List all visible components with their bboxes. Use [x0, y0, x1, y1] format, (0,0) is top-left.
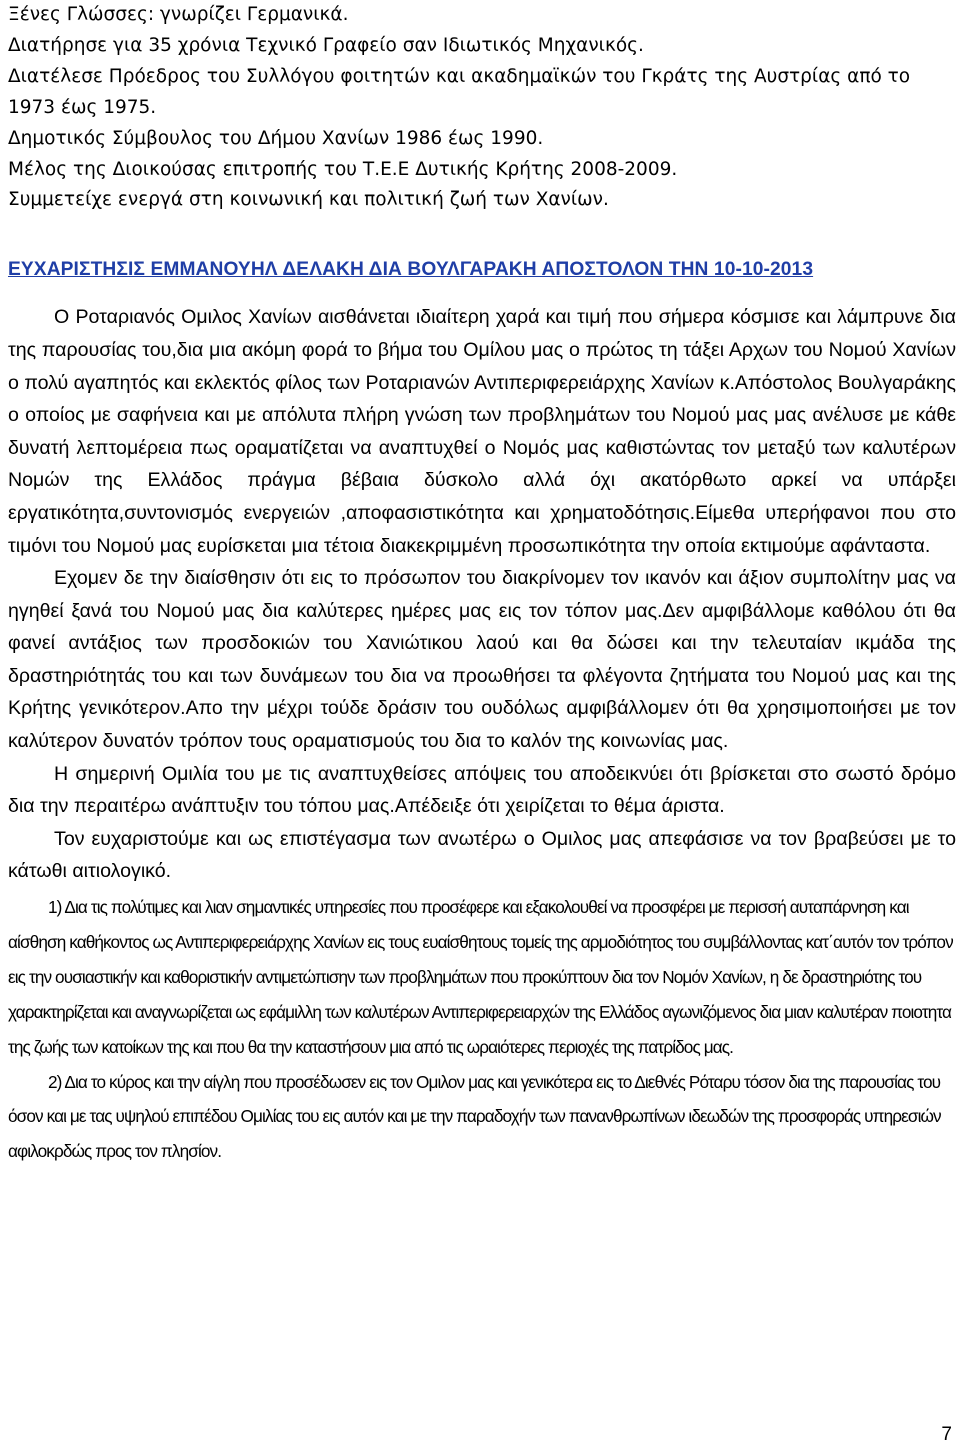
bio-line: Δημοτικός Σύμβουλος του Δήμου Χανίων 1986 έως 1990.: [8, 127, 544, 149]
bio-line: 1973 έως 1975.: [8, 96, 157, 118]
document-page: [8, 0, 956, 1169]
bio-line: Ξένες Γλώσσες: γνωρίζει Γερμανικά.: [8, 4, 349, 25]
section-heading: ΕΥΧΑΡΙΣΤΗΣΙΣ ΕΜΜΑΝΟΥΗΛ ΔΕΛΑΚΗ ΔΙΑ ΒΟΥΛΓΑΡΑΚΗ ΑΠΟΣΤΟΛΟΝ ΤΗΝ 10-10-2013: [8, 259, 814, 281]
award-reasons-list: [8, 890, 956, 1169]
paragraph: Η σημερινή Ομιλία του με τις αναπτυχθείσες απόψεις του αποδεικνύει ότι βρίσκεται στο σωστό δρόμο δια την περαιτέρω ανάπτυξιν του τόπου μας.Απέδειξε ότι χειρίζεται το θέμα άριστα.: [8, 762, 956, 818]
bio-line: Διατέλεσε Πρόεδρος του Συλλόγου φοιτητών και ακαδημαϊκών του Γκράτς της Αυστρίας από το: [8, 65, 911, 87]
paragraph: Εχομεν δε την διαίσθησιν ότι εις το πρόσωπον του διακρίνομεν τον ικανόν και άξιον συμπολίτην μας να ηγηθεί ξανά του Νομού μας δια καλύτερες ημέρες μας εις τον τόπον μας.Δεν αμφιβάλλομε καθόλου ότι θα φανεί αντάξιος των προσδοκιών του Χανιώτικου λαού και θα δώσει και την τελευταίαν ικμάδα της δραστηριότητάς του και των δυνάμεων του δια να προωθήσει τα φλέγοντα ζητήματα του Νομού μας και της Κρήτης γενικότερον.Απο την μέχρι τούδε δράσιν του ουδόλως αμφιβάλλομεν ότι θα χρησιμοποιήσει με τον καλύτερον δυνατόν τρόπον τους οραματισμούς του δια το καλόν της κοινωνίας μας.: [8, 567, 956, 753]
list-item-number: 1): [48, 897, 62, 918]
bio-line: Μέλος της Διοικούσας επιτροπής του Τ.Ε.Ε Δυτικής Κρήτης 2008-2009.: [8, 158, 678, 180]
list-item-text: Δια το κύρος και την αίγλη που προσέδωσεν εις τον Ομιλον μας και γενικότερα εις το Διεθνές Ρόταρυ τόσον δια της παρουσίας του όσον και με τας υψηλού επιπέδου Ομιλίας του εις αυτόν και με την παραδοχήν των πανανθρωπίνων ιδεωδών της προσφοράς υπηρεσιών αφιλοκρδώς προς τον πλησίον.: [8, 1071, 941, 1162]
bio-line: Συμμετείχε ενεργά στη κοινωνική και πολιτική ζωή των Χανίων.: [8, 189, 609, 211]
list-item: [8, 1065, 956, 1170]
biography-list: [8, 0, 956, 216]
page-number: 7: [941, 1424, 952, 1445]
bio-line: Διατήρησε για 35 χρόνια Τεχνικό Γραφείο σαν Ιδιωτικός Μηχανικός.: [8, 34, 644, 56]
body-text: [8, 301, 956, 888]
paragraph: Ο Ροταριανός Ομιλος Χανίων αισθάνεται ιδιαίτερη χαρά και τιμή που σήμερα κόσμισε και λάμπρυνε δια της παρουσίας του,δια μια ακόμη φορά το βήμα του Ομίλου μας ο πρώτος τη τάξει Αρχων του Νομού Χανίων ο πολύ αγαπητός και εκλεκτός φίλος των Ροταριανών Αντιπεριφερειάρχης Χανίων κ.Απόστολος Βουλγαράκης ο οποίος με σαφήνεια και με απόλυτα πλήρη γνώση των προβλημάτων του Νομού μας μας ανέλυσε με κάθε δυνατή λεπτομέρεια πως οραματίζεται να αναπτυχθεί ο Νομός μας καθιστώντας τον μεταξύ των καλυτέρων Νομών της Ελλάδος πράγμα βέβαια δύσκολο αλλά όχι ακατόρθωτο αρκεί να υπάρξει εργατικότητα,συντονισμός ενεργειών ,αποφασιστικότητα και χρηματοδότησις.Είμεθα υπερήφανοι που στο τιμόνι του Νομού μας ευρίσκεται μια τέτοια διακεκριμμένη προσωπικότητα την οποία εκτιμούμε αφάνταστα.: [8, 306, 956, 557]
list-item-number: 2): [48, 1071, 62, 1092]
list-item: [8, 890, 956, 1065]
paragraph: Τον ευχαριστούμε και ως επιστέγασμα των ανωτέρω ο Ομιλος μας απεφάσισε να τον βραβεύσει με το κάτωθι αιτιολογικό.: [8, 827, 956, 883]
list-item-text: Δια τις πολύτιμες και λιαν σημαντικές υπηρεσίες που προσέφερε και εξακολουθεί να προσφέρει με περισσή αυταπάρνηση και αίσθηση καθήκοντος ως Αντιπεριφερειάρχης Χανίων εις τους ευαίσθητους τομείς της αρμοδιότητος του συμβάλλοντας κατ΄αυτόν τον τρόπον εις την ουσιαστικήν και καθοριστικήν αντιμετώπισην των προβλημάτων που προκύπτουν δια τον Νομόν Χανίων, η δε δραστηριότης του χαρακτηρίζεται και αναγνωρίζεται ως εφάμιλλη των καλυτέρων Αντιπεριφερειαρχών της Ελλάδος αγωνιζόμενος δια μιαν καλυτέραν ποιοτητα της ζωής των κατοίκων της και που θα την καταστήσουν μια από τις ωραιότερες περιοχές της πατρίδος μας.: [8, 897, 953, 1057]
